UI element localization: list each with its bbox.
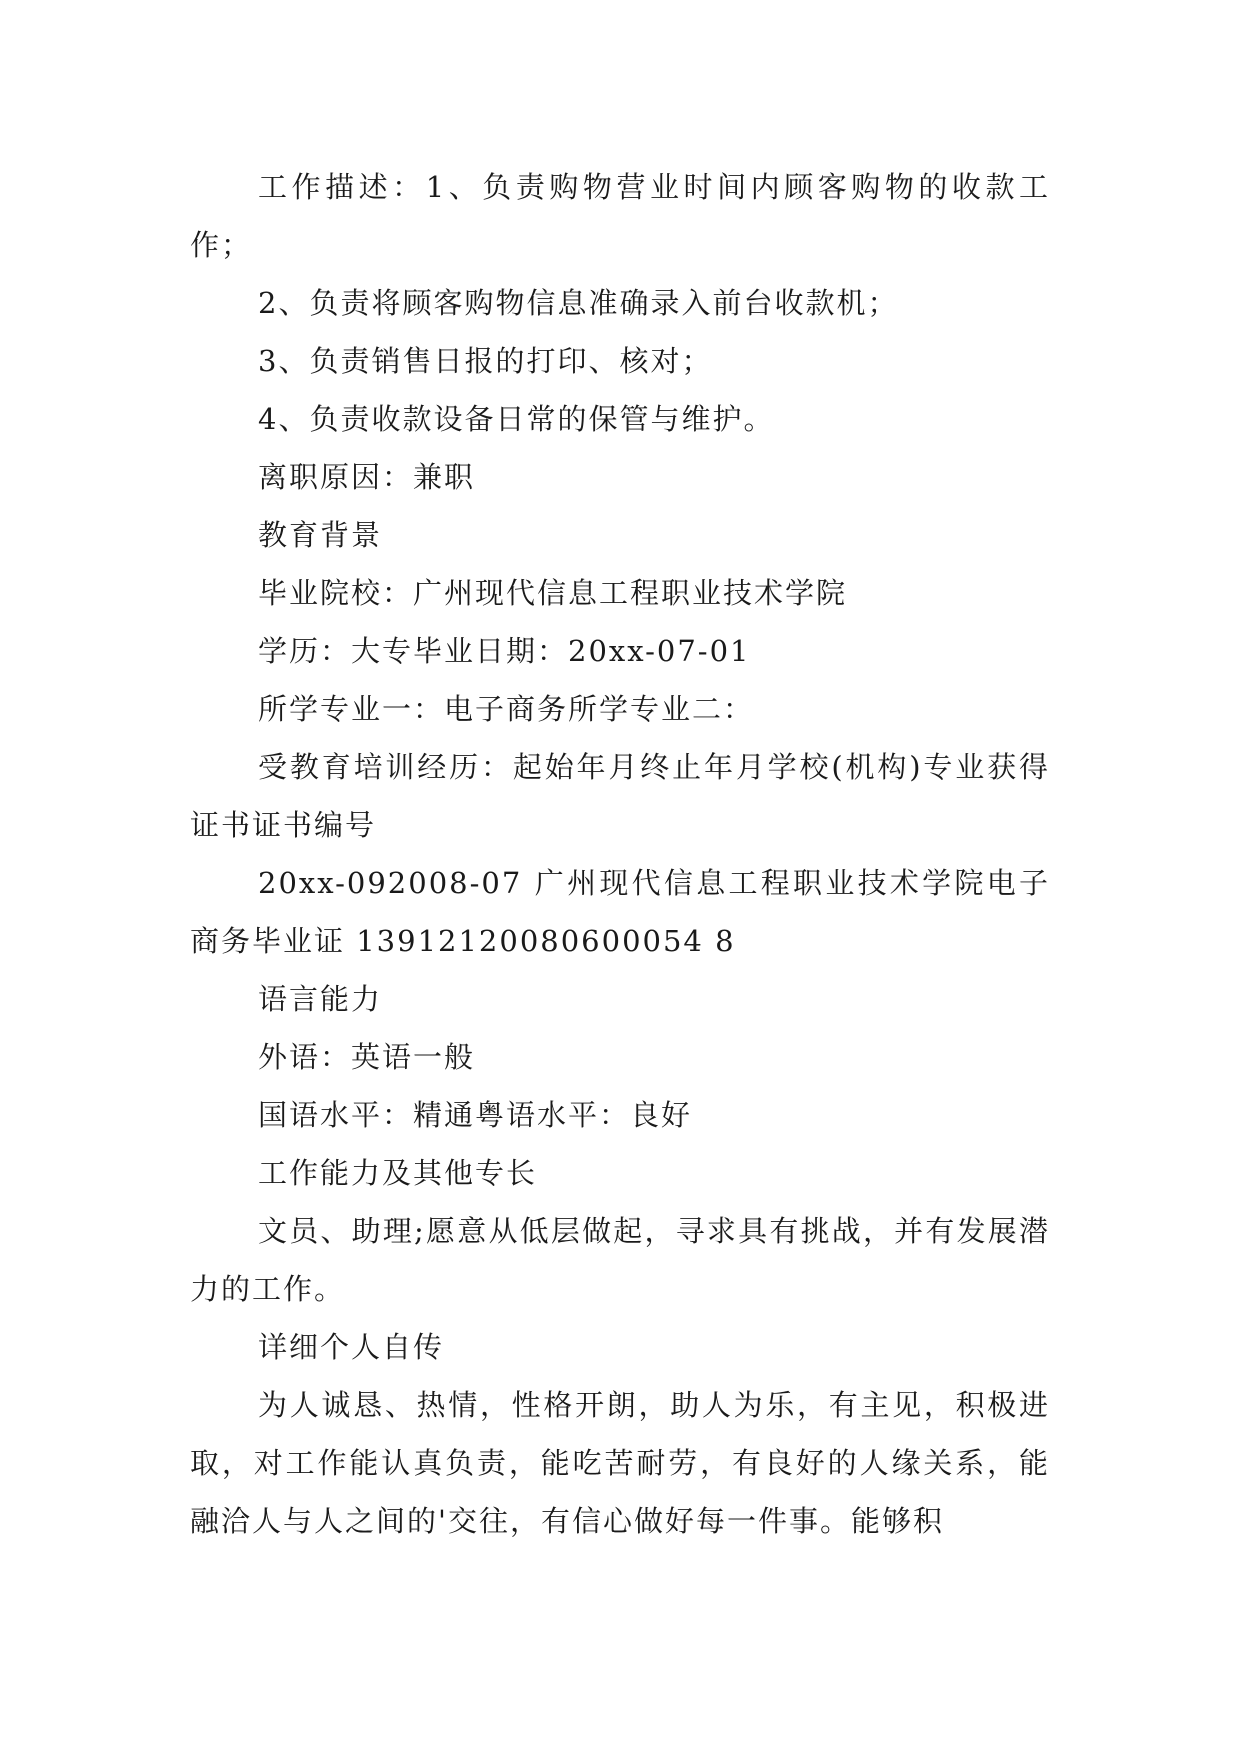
document-body [190, 158, 1050, 1550]
paragraph-foreign-language: 外语：英语一般 [258, 1040, 476, 1074]
paragraph-duty-2: 2、负责将顾客购物信息准确录入前台收款机； [258, 286, 899, 320]
paragraph-school: 毕业院校：广州现代信息工程职业技术学院 [258, 576, 848, 610]
paragraph-job-description: 工作描述：1、负责购物营业时间内顾客购物的收款工作； [190, 170, 1050, 262]
paragraph-duty-4: 4、负责收款设备日常的保管与维护。 [258, 402, 775, 436]
paragraph-autobiography: 为人诚恳、热情，性格开朗，助人为乐，有主见，积极进取，对工作能认真负责，能吃苦耐劳，有良好的人缘关系，能融洽人与人之间的'交往，有信心做好每一件事。能够积 [190, 1388, 1050, 1538]
section-heading-language: 语言能力 [258, 982, 383, 1016]
section-heading-skills: 工作能力及其他专长 [258, 1156, 538, 1190]
paragraph-training-record: 20xx-092008-07 广州现代信息工程职业技术学院电子商务毕业证 13912120080600054 8 [190, 866, 1050, 958]
section-heading-autobiography: 详细个人自传 [258, 1330, 445, 1364]
paragraph-major: 所学专业一：电子商务所学专业二： [258, 692, 755, 726]
paragraph-leave-reason: 离职原因：兼职 [258, 460, 476, 494]
paragraph-duty-3: 3、负责销售日报的打印、核对； [258, 344, 713, 378]
section-heading-education: 教育背景 [258, 518, 383, 552]
paragraph-degree-date: 学历：大专毕业日期：20xx-07-01 [258, 634, 751, 668]
paragraph-mandarin-cantonese: 国语水平：精通粤语水平：良好 [258, 1098, 693, 1132]
paragraph-training-header: 受教育培训经历：起始年月终止年月学校(机构)专业获得证书证书编号 [190, 750, 1050, 842]
paragraph-skills: 文员、助理;愿意从低层做起，寻求具有挑战，并有发展潜力的工作。 [190, 1214, 1050, 1306]
